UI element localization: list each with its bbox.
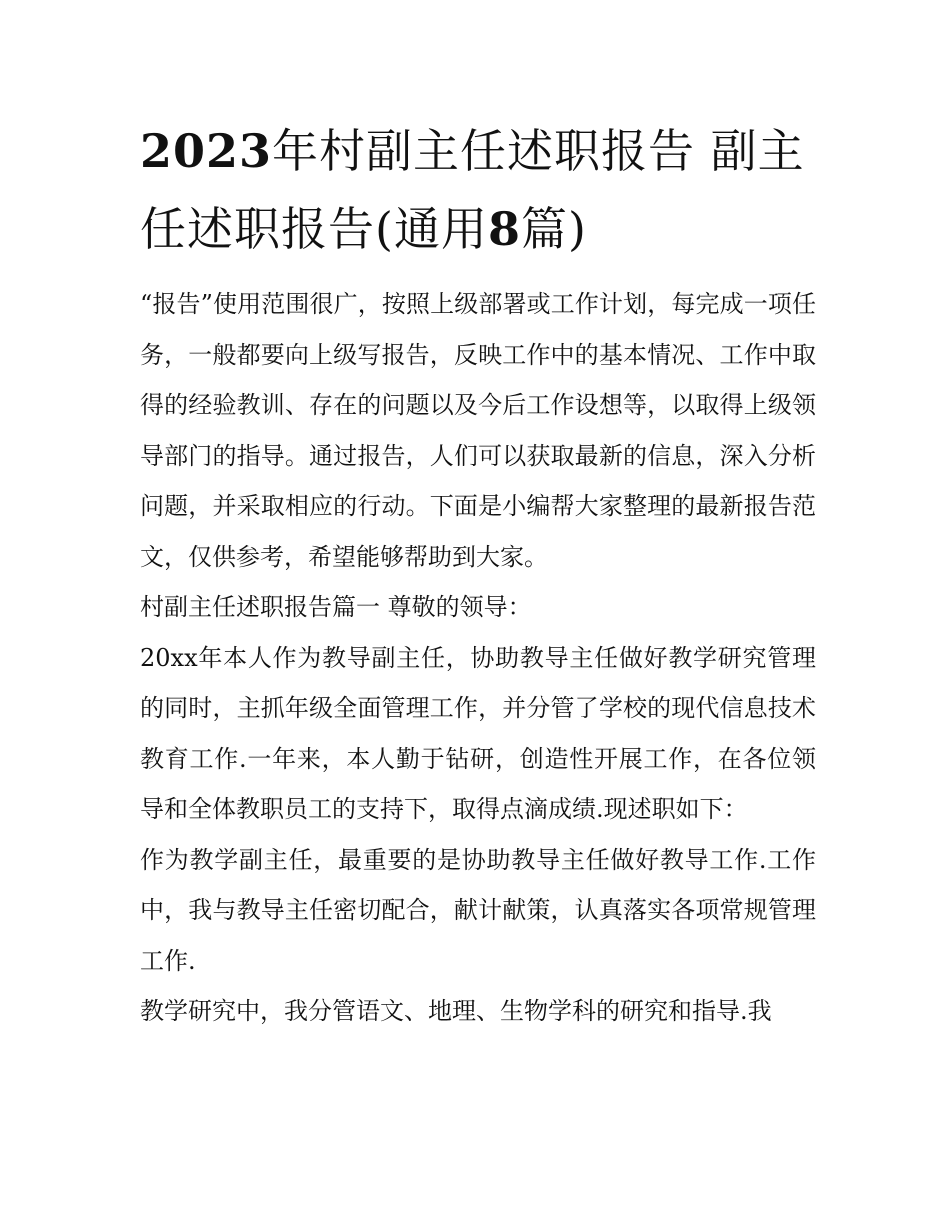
section-heading-paragraph: 村副主任述职报告篇一 尊敬的领导： [140,593,532,621]
intro-paragraph: “报告”使用范围很广，按照上级部署或工作计划，每完成一项任务，一般都要向上级写报告，反映工作中的基本情况、工作中取得的经验教训、存在的问题以及今后工作设想等，以取得上级领导部门的指导。通过报告，人们可以获取最新的信息，深入分析问题，并采取相应的行动。下面是小编帮大家整理的最新报告范文，仅供参考，希望能够帮助到大家。 [140,290,816,571]
body-paragraph: 教学研究中，我分管语文、地理、生物学科的研究和指导.我 [140,997,772,1025]
body-paragraph: 作为教学副主任，最重要的是协助教导主任做好教导工作.工作中，我与教导主任密切配合，献计献策，认真落实各项常规管理工作. [140,845,816,975]
body-paragraph: 20xx年本人作为教导副主任，协助教导主任做好教学研究管理的同时，主抓年级全面管理工作，并分管了学校的现代信息技术教育工作.一年来，本人勤于钻研，创造性开展工作，在各位领导和全体教职员工的支持下，取得点滴成绩.现述职如下： [140,643,816,823]
document-body [140,279,816,1037]
document-title: 2023年村副主任述职报告 副主任述职报告(通用8篇) [140,124,805,256]
